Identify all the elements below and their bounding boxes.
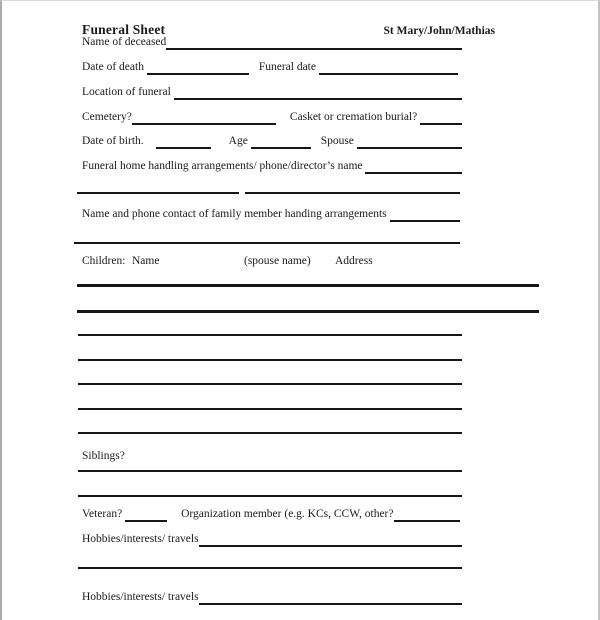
- family-contact-blank: [390, 206, 460, 222]
- casket-or-cremation-blank: [420, 109, 462, 125]
- siblings-row: [82, 448, 125, 462]
- location-of-funeral-label: Location of funeral: [82, 86, 174, 98]
- cemetery-blank: [132, 109, 276, 125]
- name-of-deceased-label: Name of deceased: [82, 36, 167, 48]
- siblings-line-1: [78, 470, 462, 472]
- family-contact-continuation-line: [74, 242, 460, 244]
- family-contact-row: [82, 206, 460, 222]
- hobbies-label-1: Hobbies/interests/ travels: [82, 533, 199, 545]
- veteran-label: Veteran?: [82, 508, 126, 520]
- spouse-label: Spouse: [320, 135, 357, 147]
- date-of-death-blank: [147, 59, 249, 75]
- children-list-line-3: [78, 383, 462, 385]
- children-column-name: Name: [132, 255, 160, 267]
- children-list-line-2: [78, 359, 462, 361]
- children-column-address: Address: [335, 255, 373, 267]
- siblings-line-2: [78, 495, 462, 497]
- location-of-funeral-blank: [174, 84, 462, 100]
- age-blank: [251, 133, 311, 149]
- name-of-deceased-blank: [166, 34, 462, 50]
- hobbies-label-2: Hobbies/interests/ travels: [82, 591, 199, 603]
- children-list-line-1: [78, 334, 462, 336]
- funeral-date-label: Funeral date: [258, 61, 319, 73]
- age-label: Age: [228, 135, 251, 147]
- cemetery-row: [82, 109, 462, 125]
- location-of-funeral-row: [82, 84, 462, 100]
- children-column-spouse: (spouse name): [244, 255, 311, 267]
- cemetery-label: Cemetery?: [82, 111, 132, 123]
- spouse-blank: [357, 133, 462, 149]
- siblings-label: Siblings?: [82, 450, 125, 462]
- organization-blank: [394, 506, 461, 522]
- children-thick-rule-1: [77, 284, 539, 287]
- children-thick-rule-2: [77, 310, 539, 313]
- funeral-home-continuation-line-2: [245, 192, 460, 194]
- date-of-death-label: Date of death: [82, 61, 147, 73]
- children-label: Children:: [82, 255, 126, 267]
- funeral-home-continuation-line-1: [77, 192, 239, 194]
- date-of-birth-blank: [156, 133, 211, 149]
- hobbies-blank-1: [199, 531, 462, 547]
- casket-or-cremation-label: Casket or cremation burial?: [289, 111, 421, 123]
- date-of-death-row: [82, 59, 458, 75]
- parish-name: St Mary/John/Mathias: [383, 25, 495, 37]
- family-contact-label: Name and phone contact of family member handing arrangements: [82, 208, 390, 220]
- hobbies-blank-2: [199, 589, 462, 605]
- hobbies-row-2: [82, 589, 462, 605]
- veteran-row: [82, 506, 460, 522]
- funeral-home-row: [82, 158, 462, 174]
- hobbies-row-1: [82, 531, 462, 547]
- funeral-home-label: Funeral home handling arrangements/ phone/director’s name: [82, 160, 366, 172]
- name-of-deceased-row: [82, 34, 462, 50]
- veteran-blank: [125, 506, 167, 522]
- children-header-row: [82, 254, 462, 268]
- date-of-birth-label: Date of birth.: [82, 135, 144, 147]
- organization-label: Organization member (e.g. KCs, CCW, other?: [181, 508, 394, 520]
- hobbies-continuation-line: [78, 567, 462, 569]
- children-list-line-4: [78, 408, 462, 410]
- funeral-home-blank: [365, 158, 462, 174]
- funeral-date-blank: [319, 59, 458, 75]
- date-of-birth-row: [82, 133, 462, 149]
- page-title: Funeral Sheet: [82, 22, 166, 37]
- children-list-line-5: [78, 432, 462, 434]
